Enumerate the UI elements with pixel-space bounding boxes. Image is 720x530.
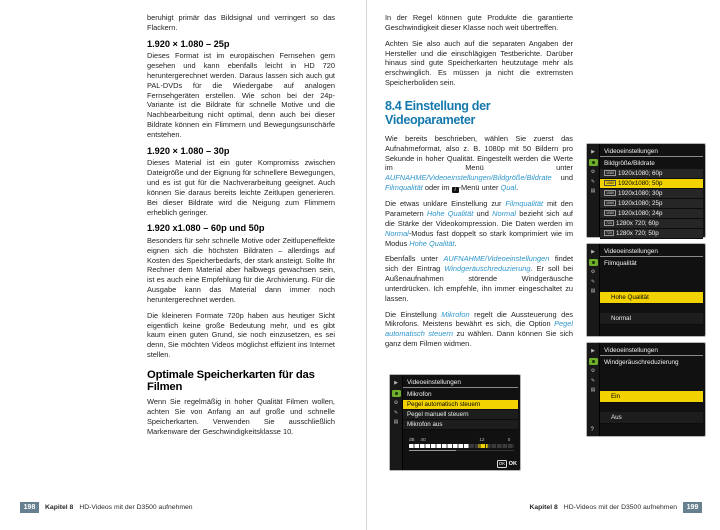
playback-icon: ▶ <box>591 149 595 155</box>
menu-title: Videoeinstellungen <box>600 345 703 356</box>
menu-option-label: Aus <box>611 413 622 421</box>
menu-body <box>600 244 705 336</box>
menu-item <box>600 219 703 229</box>
ok-hint-label: OK <box>508 460 517 467</box>
menu-sidebar <box>587 244 600 336</box>
paragraph-30p: Dieses Material ist ein guter Kompromiss zwischen Dateigröße und der Eignung für schnellere Bewegungen, und es ist gut für die Nachverarbeitung geeignet. Auch können Sie daraus bereits leichte Zeitlupen generieren. Bei dieser Bildrate wird die Neigung zum Flimmern erheblich geringer. <box>147 158 335 217</box>
setup-icon: ⚙ <box>590 368 596 374</box>
footer-chapter-title: HD-Videos mit der D3500 aufnehmen <box>79 504 193 511</box>
footer-chapter-label: Kapitel 8 <box>45 504 74 511</box>
menu-body <box>600 144 705 237</box>
paragraph-25p: Dieses Format ist im europäischen Fernsehen gern gesehen und kann ebenfalls leicht in HD 720 heruntergerechnet werden. Daraus lassen sich auch gut PAL-DVDs für die Wiedergabe auf analogen Fernsehgeräten erstellen. Wie schon bei der 24p-Variante ist die Bildrate für schnelle Motive und die Nachbearbeitung nicht optimal, denn auch bei dieser Bildrate können ein Flimmern und Bewegungsunschärfe entstehen. <box>147 51 335 139</box>
menu-option-selected <box>600 292 703 304</box>
menu-option-label: Hohe Qualität <box>611 293 649 301</box>
menu-body <box>403 375 520 470</box>
heading-1080-60p-50p: 1.920 x1.080 – 60p und 50p <box>147 223 265 234</box>
meter-scale-labels <box>409 437 514 443</box>
menu-title: Videoeinstellungen <box>600 246 703 257</box>
menu-item-label: 1920x1080; 30p <box>618 189 663 197</box>
retouch-icon: ✎ <box>590 178 596 185</box>
meter-tick-12: 12 <box>479 436 485 442</box>
menu-item <box>600 169 703 179</box>
setup-icon: ⚙ <box>393 400 399 406</box>
recent-settings-icon: ▤ <box>590 387 596 393</box>
menu-item-label: 1280x 720; 50p <box>616 229 659 237</box>
recent-settings-icon: ▤ <box>590 188 596 194</box>
shooting-menu-icon <box>589 259 598 266</box>
ok-button-icon: OK <box>498 461 506 466</box>
menu-title: Videoeinstellungen <box>600 146 703 157</box>
playback-icon: ▶ <box>591 348 595 354</box>
menu-subtitle: Windgeräuschreduzierung <box>604 358 679 366</box>
ok-hint <box>497 460 517 468</box>
shooting-menu-icon <box>589 358 598 365</box>
paragraph-mikrofon: Die Einstellung Mikrofon regelt die Aussteuerung des Mikrofons. Meistens bewährt es sich, die Option Pegel automatisch steuern zu wählen. Dann können Sie sich ganz dem Filmen widmen. <box>385 309 573 349</box>
menu-title: Videoeinstellungen <box>403 377 518 388</box>
audio-level-meter <box>409 437 514 457</box>
resolution-icon: 720 <box>606 230 612 235</box>
retouch-icon: ✎ <box>590 278 596 285</box>
menu-item-label: 1920x1080; 24p <box>618 209 663 217</box>
menu-item <box>600 229 703 239</box>
menu-option <box>600 313 703 325</box>
shooting-menu-icon <box>392 390 401 397</box>
menu-option <box>403 410 518 420</box>
page-number-badge: 199 <box>683 502 702 513</box>
menu-item <box>600 189 703 199</box>
page-number-badge: 198 <box>20 502 39 513</box>
paragraph-geschwindigkeit: In der Regel können gute Produkte die garantierte Geschwindigkeit dieser Klasse noch weit übertreffen. <box>385 13 573 32</box>
meter-bar-secondary <box>409 450 514 452</box>
paragraph-60p: Besonders für sehr schnelle Motive oder Zeitlupeneffekte eignen sich die höchsten Bildraten – allerdings auf Kosten des Speicherbedarfs, der stark ansteigt. Sollte Ihr Rechner dem Material aber halbwegs gewachsen sein, ist es auch eine Empfehlung für die Archivierung. Für die Ausgabe kann das Material dann immer noch heruntergerechnet werden. <box>147 235 335 304</box>
menu-option-label: Pegel manuell steuern <box>407 410 469 418</box>
setup-icon: ⚙ <box>590 169 596 175</box>
right-page-footer <box>529 502 702 513</box>
resolution-icon: 1080 <box>606 210 614 215</box>
screenshot-menu-windreduzierung <box>586 342 706 437</box>
menu-option-label: Pegel automatisch steuern <box>407 400 481 408</box>
paragraph-filmqualitaet: Die etwas unklare Einstellung zur Filmqualität mit den Parametern Hohe Qualität und Normal bezieht sich auf die Stärke der Videokompression. Die Daten werden im Normal-Modus fast doppelt so stark komprimiert wie im Modus Hohe Qualität. <box>385 199 573 248</box>
menu-item-label: 1920x1080; 25p <box>618 199 663 207</box>
left-page-footer <box>20 502 193 513</box>
meter-unit-label: dB <box>409 436 415 442</box>
left-page-column <box>147 13 335 491</box>
shooting-menu-icon <box>589 159 598 166</box>
paragraph-speicherkarten: Wenn Sie regelmäßig in hoher Qualität Filmen wollen, achten Sie von Anfang an auf große und schnelle Speicherkarten. Verwenden Sie ausschließlich Markenware der Geschwindigkeitsklasse 10. <box>147 396 335 436</box>
resolution-icon: 1080 <box>606 180 614 185</box>
heading-speicherkarten: Optimale Speicherkarten für das Filmen <box>147 368 315 393</box>
retouch-icon: ✎ <box>393 409 399 416</box>
menu-item-label: 1280x 720; 60p <box>616 219 659 227</box>
screenshot-menu-bildrate <box>586 143 706 238</box>
resolution-icon: 1080 <box>606 190 614 195</box>
heading-1080-25p: 1.920 × 1.080 – 25p <box>147 38 230 49</box>
menu-item <box>600 199 703 209</box>
paragraph-intro: beruhigt primär das Bildsignal und verringert so das Flackern. <box>147 13 335 32</box>
menu-option-label: Mikrofon aus <box>407 420 443 428</box>
menu-subtitle: Mikrofon <box>407 390 432 398</box>
menu-option-label: Normal <box>611 314 631 322</box>
paragraph-hersteller: Achten Sie also auch auf die separaten Angaben der Hersteller und die einschlägigen Testberichte. Darüber hinaus sind gute Speicherkarten heutzutage mehr als erschwinglich. Es müssen ja nicht die extremsten Speicherboliden sein. <box>385 38 573 88</box>
paragraph-720p: Die kleineren Formate 720p haben aus heutiger Sicht eigentlich keine große Bedeutung mehr, und es gibt kaum einen guten Grund, sie noch einzusetzen, es sei denn, Sie möchten Videos möglichst effizient ins Internet stellen. <box>147 310 335 360</box>
screenshot-menu-filmqualitaet <box>586 243 706 337</box>
paragraph-aufnahmeformat: Wie bereits beschrieben, wählen Sie zuerst das Aufnahmeformat, also z. B. 1080p mit 50 Bildern pro Sekunde in hoher Qualität. Eingestellt werden die Werte im Menü unter AUFNAHME/Videoeinstellungen/Bildgröße/Bildrate und Filmqualität oder im i -Menü unter Qual. <box>385 133 573 193</box>
page-divider <box>366 0 367 530</box>
menu-item <box>600 209 703 219</box>
paragraph-windreduzierung: Ebenfalls unter AUFNAHME/Videoeinstellungen findet sich der Eintrag Windgeräuschreduzierung. Er soll bei Außenaufnahmen störende Windgeräusche unterdrücken. Ich empfehle, ihn immer eingeschaltet zu lassen. <box>385 254 573 303</box>
menu-item-label: 1920x1080; 50p <box>618 179 663 187</box>
menu-sidebar <box>390 375 403 470</box>
menu-sidebar <box>587 343 600 436</box>
menu-option <box>600 412 703 424</box>
heading-section-8-4: 8.4 Einstellung der Videoparameter <box>385 98 491 127</box>
footer-chapter-label: Kapitel 8 <box>529 504 558 511</box>
meter-tick-40: 40 <box>420 436 426 442</box>
resolution-icon: 1080 <box>606 170 614 175</box>
i-button-icon: i <box>452 187 459 194</box>
menu-option-selected <box>403 400 518 410</box>
menu-subtitle: Filmqualität <box>604 259 637 267</box>
menu-option <box>403 420 518 430</box>
menu-option-label: Ein <box>611 392 620 400</box>
menu-subtitle: Bildgröße/Bildrate <box>604 159 655 167</box>
resolution-icon: 1080 <box>606 200 614 205</box>
help-icon: ? <box>590 427 594 433</box>
menu-item-selected <box>600 179 703 189</box>
menu-sidebar <box>587 144 600 237</box>
screenshot-menu-mikrofon <box>389 374 521 471</box>
footer-chapter-title: HD-Videos mit der D3500 aufnehmen <box>563 504 677 511</box>
menu-option-selected <box>600 391 703 403</box>
recent-settings-icon: ▤ <box>393 419 399 425</box>
resolution-icon: 720 <box>606 220 612 225</box>
meter-tick-0: 0 <box>507 436 511 442</box>
heading-1080-30p: 1.920 × 1.080 – 30p <box>147 145 230 156</box>
setup-icon: ⚙ <box>590 269 596 275</box>
menu-item-label: 1920x1080; 60p <box>618 169 663 177</box>
retouch-icon: ✎ <box>590 377 596 384</box>
playback-icon: ▶ <box>394 380 398 386</box>
recent-settings-icon: ▤ <box>590 288 596 294</box>
meter-bar <box>409 444 514 449</box>
playback-icon: ▶ <box>591 249 595 255</box>
menu-body <box>600 343 705 436</box>
